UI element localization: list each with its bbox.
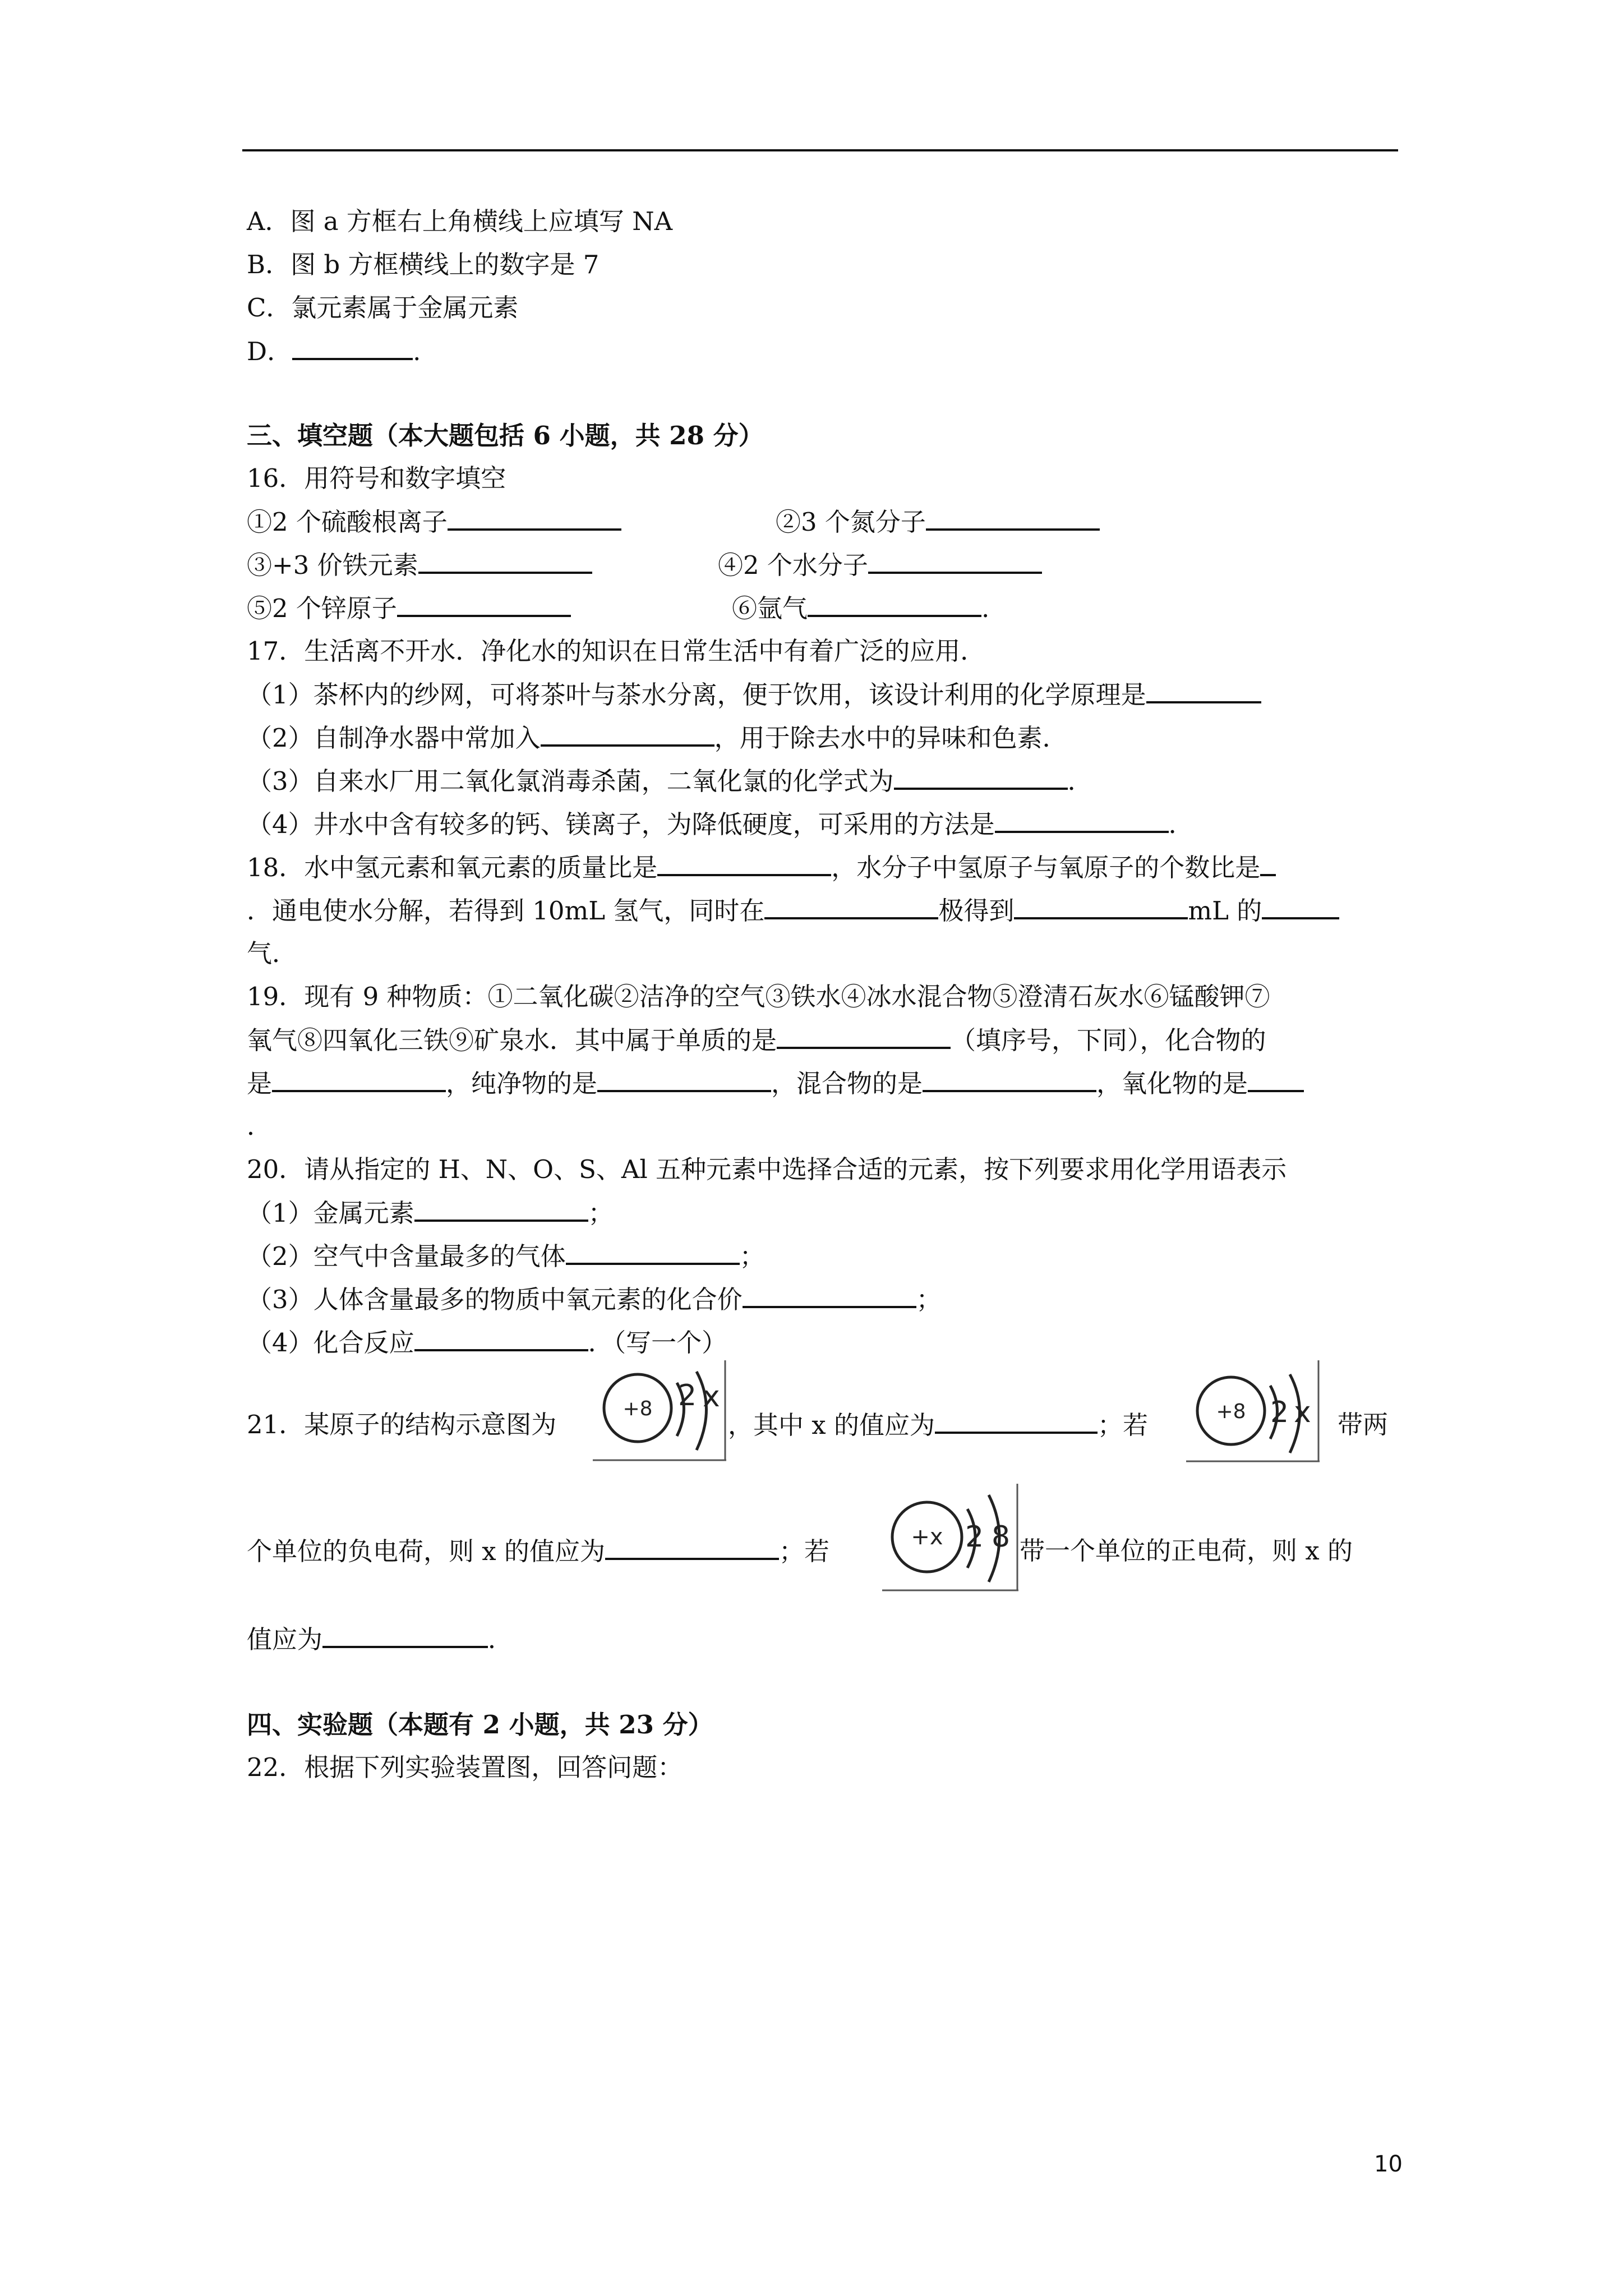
answer-blank[interactable] — [414, 1196, 588, 1222]
q20-part-4 — [247, 1326, 727, 1360]
q21-text-9: ． — [488, 1625, 514, 1654]
q20-part-3-text: （3）人体含量最多的物质中氧元素的化合价 — [247, 1285, 743, 1314]
q17-part-2-tail: ，用于除去水中的异味和色素． — [714, 723, 1068, 753]
q16-item-1: ①2 个硫酸根离子 — [247, 507, 448, 537]
q20-part-3 — [247, 1282, 942, 1317]
q17-part-1 — [247, 678, 1261, 712]
answer-blank[interactable] — [923, 1066, 1096, 1092]
answer-blank[interactable] — [1260, 850, 1276, 876]
q17-part-3-text: （3）自来水厂用二氧化氯消毒杀菌，二氧化氯的化学式为 — [247, 766, 894, 796]
answer-blank[interactable] — [657, 850, 831, 876]
q19-text-3: 是 — [247, 1069, 273, 1098]
shell-1-count: 2 — [678, 1379, 697, 1412]
q18-line-1 — [247, 850, 1276, 885]
answer-blank[interactable] — [605, 1534, 779, 1560]
q19-line-1: 19．现有 9 种物质：①二氧化碳②洁净的空气③铁水④冰水混合物⑤澄清石灰水⑥锰酸钾⑦ — [247, 982, 1270, 1011]
q16-row-2 — [247, 548, 592, 582]
q17-part-1-text: （1）茶杯内的纱网，可将茶叶与茶水分离，便于饮用，该设计利用的化学原理是 — [247, 680, 1146, 710]
nucleus-charge: +8 — [1216, 1400, 1246, 1423]
q18-text-1: 18．水中氢元素和氧元素的质量比是 — [247, 853, 658, 882]
shell-2-count: x — [703, 1380, 720, 1414]
answer-blank[interactable] — [1248, 1066, 1304, 1092]
q19-line-2 — [247, 1023, 1266, 1057]
section-3-title: 三、填空题（本大题包括 6 小题，共 28 分） — [247, 421, 764, 450]
q17-part-3-tail: ． — [1067, 766, 1093, 796]
answer-blank[interactable] — [566, 1239, 740, 1265]
q20-stem: 20．请从指定的 H、N、O、S、Al 五种元素中选择合适的元素，按下列要求用化学用语表示 — [247, 1154, 1287, 1184]
answer-blank[interactable] — [868, 548, 1042, 574]
q21-text-4: 带两 — [1338, 1410, 1389, 1439]
answer-blank[interactable] — [777, 1023, 951, 1049]
atom-structure-diagram-2 — [1186, 1360, 1321, 1464]
q16-item-2: ②3 个氮分子 — [776, 507, 926, 537]
q16-item-5: ⑤2 个锌原子 — [247, 593, 397, 623]
answer-blank[interactable] — [597, 1066, 771, 1092]
q20-part-2-text: （2）空气中含量最多的气体 — [247, 1241, 566, 1271]
q18-text-3: ．通电使水分解，若得到 10mL 氢气，同时在 — [247, 896, 765, 926]
q20-part-3-tail: ； — [916, 1285, 942, 1314]
q20-part-1 — [247, 1196, 614, 1230]
q21-text-8: 值应为 — [247, 1625, 323, 1654]
option-a: A．图 a 方框右上角横线上应填写 NA — [247, 206, 673, 236]
answer-blank[interactable] — [418, 548, 592, 574]
q19-line-3 — [247, 1066, 1304, 1101]
q19-text-5: ，混合物的是 — [771, 1069, 923, 1098]
q20-part-4-tail: ．（写一个） — [588, 1328, 727, 1358]
q17-part-4 — [247, 807, 1194, 841]
nucleus-charge: +8 — [623, 1397, 653, 1420]
shell-2-count: x — [1294, 1396, 1311, 1429]
q17-part-4-text: （4）井水中含有较多的钙、镁离子，为降低硬度，可采用的方法是 — [247, 809, 995, 839]
answer-blank[interactable] — [1146, 678, 1261, 703]
q17-part-4-tail: ． — [1168, 809, 1194, 839]
q16-item-3: ③+3 价铁元素 — [247, 550, 418, 580]
q16-row-1b — [776, 505, 1100, 539]
atom-structure-diagram-1 — [593, 1360, 727, 1464]
q16-stem: 16．用符号和数字填空 — [247, 463, 506, 493]
shell-1-count: 2 — [1270, 1396, 1289, 1429]
answer-blank[interactable] — [448, 505, 621, 531]
q16-end: . — [981, 593, 990, 623]
shell-2-count: 8 — [992, 1520, 1011, 1554]
q18-text-5: mL 的 — [1188, 896, 1262, 926]
answer-blank[interactable] — [894, 764, 1068, 790]
option-d: D． . — [247, 334, 421, 369]
answer-blank[interactable] — [743, 1282, 916, 1308]
q16-item-4: ④2 个水分子 — [718, 550, 868, 580]
option-c: C．氯元素属于金属元素 — [247, 293, 519, 323]
option-d-label: D． — [247, 337, 293, 366]
q21-text-2: ，其中 x 的值应为 — [728, 1410, 935, 1440]
header-rule — [242, 149, 1398, 151]
answer-blank[interactable] — [935, 1408, 1098, 1434]
q19-text-2: （填序号，下同），化合物的 — [951, 1025, 1266, 1055]
q20-part-1-tail: ； — [588, 1198, 614, 1228]
q18-text-2: ，水分子中氢原子与氧原子的个数比是 — [831, 853, 1261, 882]
answer-blank[interactable] — [808, 591, 981, 617]
q20-part-1-text: （1）金属元素 — [247, 1198, 414, 1228]
q16-row-3b — [732, 591, 989, 625]
q21-text-5: 个单位的负电荷，则 x 的值应为 — [247, 1536, 605, 1566]
q22-stem: 22．根据下列实验装置图，回答问题： — [247, 1752, 683, 1782]
answer-blank[interactable] — [764, 894, 938, 919]
q19-text-4: ，纯净物的是 — [446, 1069, 598, 1098]
q21-text-6: ；若 — [779, 1536, 830, 1566]
atom-structure-diagram-3 — [882, 1484, 1020, 1593]
answer-blank[interactable] — [541, 721, 714, 747]
q21-text-3: ；若 — [1098, 1410, 1149, 1440]
q17-part-3 — [247, 764, 1093, 798]
answer-blank[interactable] — [1014, 894, 1188, 919]
q17-part-2 — [247, 721, 1068, 755]
answer-blank[interactable] — [272, 1066, 446, 1092]
q20-part-2-tail: ； — [739, 1241, 765, 1271]
q16-row-3 — [247, 591, 571, 625]
answer-blank[interactable] — [397, 591, 571, 617]
q19-line-4: ． — [247, 1111, 273, 1141]
answer-blank[interactable] — [292, 334, 413, 360]
section-4-title: 四、实验题（本题有 2 小题，共 23 分） — [247, 1710, 713, 1740]
q21-line-2 — [247, 1534, 829, 1568]
q20-part-2 — [247, 1239, 765, 1273]
shell-1-count: 2 — [965, 1520, 984, 1554]
q20-part-4-text: （4）化合反应 — [247, 1328, 414, 1358]
answer-blank[interactable] — [926, 505, 1100, 531]
q19-text-6: ，氧化物的是 — [1096, 1069, 1248, 1098]
q21-line-1b — [728, 1408, 1148, 1442]
nucleus-charge: +x — [911, 1524, 943, 1550]
q18-line-2 — [247, 894, 1339, 928]
q17-part-2-text: （2）自制净水器中常加入 — [247, 723, 541, 753]
q18-line-3: 气． — [247, 938, 298, 968]
answer-blank[interactable] — [414, 1326, 588, 1351]
q17-stem: 17．生活离不开水．净化水的知识在日常生活中有着广泛的应用． — [247, 636, 986, 666]
answer-blank[interactable] — [1262, 894, 1339, 919]
q16-row-1 — [247, 505, 621, 539]
q19-text-1: 氧气⑧四氧化三铁⑨矿泉水．其中属于单质的是 — [247, 1025, 777, 1055]
q21-text-1: 21．某原子的结构示意图为 — [247, 1410, 557, 1439]
answer-blank[interactable] — [322, 1622, 488, 1648]
q18-text-4: 极得到 — [938, 896, 1015, 926]
option-b: B．图 b 方框横线上的数字是 7 — [247, 250, 600, 279]
q21-text-7: 带一个单位的正电荷，则 x 的 — [1020, 1536, 1353, 1566]
q16-row-2b — [718, 548, 1042, 582]
q16-item-6: ⑥氩气 — [732, 593, 808, 623]
q21-line-3 — [247, 1622, 513, 1657]
answer-blank[interactable] — [995, 807, 1169, 833]
page-number: 10 — [1374, 2151, 1403, 2177]
